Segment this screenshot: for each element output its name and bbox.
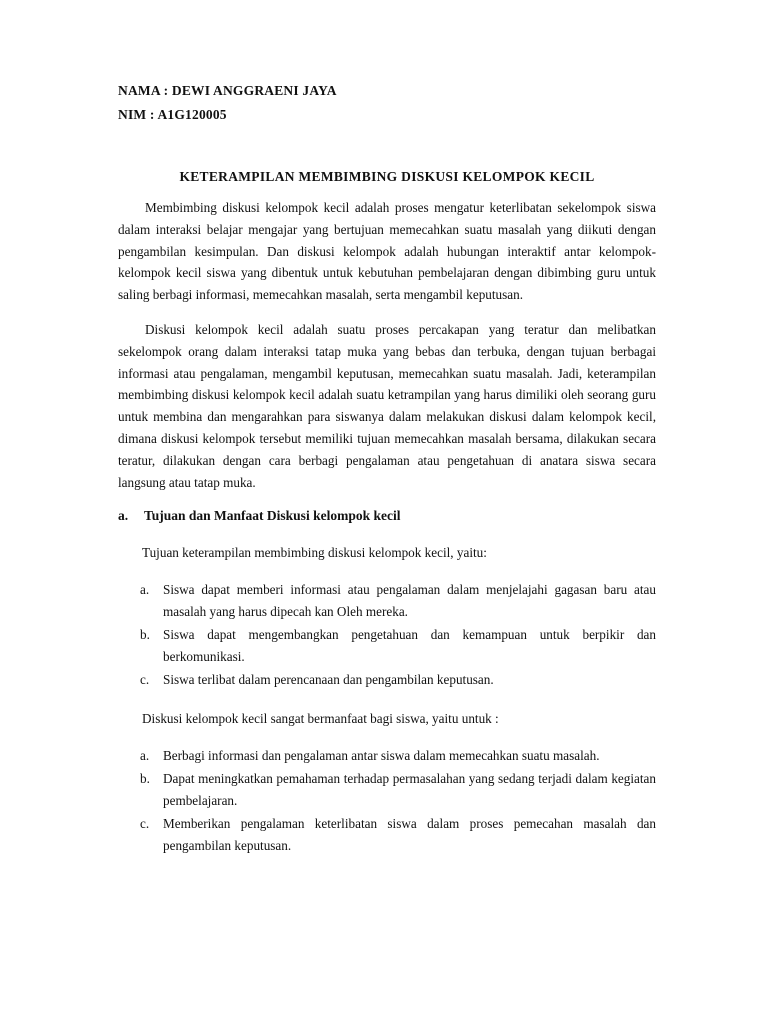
list-item-text: Memberikan pengalaman keterlibatan siswa dalam proses pemecahan masalah dan pengambilan keputusan.: [163, 815, 656, 853]
tujuan-list: [118, 579, 656, 690]
tujuan-intro: Tujuan keterampilan membimbing diskusi kelompok kecil, yaitu:: [142, 545, 487, 561]
list-item-letter: a.: [140, 748, 150, 764]
paragraph-definition: Membimbing diskusi kelompok kecil adalah proses mengatur keterlibatan sekelompok siswa dalam interaksi belajar mengajar yang bertujuan memecahkan suatu masalah yang diikuti dengan pengambilan kesimpulan. Dan diskusi kelompok adalah hubungan interaktif antar kelompok-kelompok kecil siswa yang dibentuk untuk kebutuhan pembelajaran dengan dibimbing guru untuk saling berbagi informasi, memecahkan masalah, serta mengambil keputusan.: [118, 200, 656, 303]
list-item-text: Siswa terlibat dalam perencanaan dan pengambilan keputusan.: [163, 671, 494, 687]
document-title: KETERAMPILAN MEMBIMBING DISKUSI KELOMPOK KECIL: [179, 169, 595, 184]
list-item-letter: c.: [140, 671, 150, 687]
list-item-text: Berbagi informasi dan pengalaman antar siswa dalam memecahkan suatu masalah.: [163, 748, 600, 764]
manfaat-list: [118, 745, 656, 856]
student-name: NAMA : DEWI ANGGRAENI JAYA: [118, 83, 337, 98]
list-item: [140, 624, 656, 668]
manfaat-intro: Diskusi kelompok kecil sangat bermanfaat bagi siswa, yaitu untuk :: [142, 711, 499, 727]
section-heading-text: Tujuan dan Manfaat Diskusi kelompok kecil: [144, 508, 401, 524]
list-item-letter: c.: [140, 815, 150, 831]
section-marker: a.: [118, 508, 129, 524]
list-item-text: Dapat meningkatkan pemahaman terhadap permasalahan yang sedang terjadi dalam kegiatan pembelajaran.: [163, 771, 656, 808]
list-item-text: Siswa dapat memberi informasi atau pengalaman dalam menjelajahi gagasan baru atau masalah yang harus dipecah kan Oleh mereka.: [163, 582, 656, 620]
list-item-text: Siswa dapat mengembangkan pengetahuan dan kemampuan untuk berpikir dan berkomunikasi.: [163, 626, 656, 664]
student-nim: NIM : A1G120005: [118, 107, 227, 122]
list-item: [140, 768, 656, 812]
list-item: [140, 813, 656, 857]
list-item: [140, 745, 656, 767]
document-page: [118, 80, 656, 857]
list-item-letter: b.: [140, 771, 150, 787]
list-item-letter: b.: [140, 626, 150, 642]
section-heading: [118, 508, 656, 524]
paragraph-explanation: Diskusi kelompok kecil adalah suatu proses percakapan yang teratur dan melibatkan sekelompok orang dalam interaksi tatap muka yang bebas dan terbuka, dengan tujuan berbagai informasi atau pengalaman, mengambil keputusan, memecahkan suatu masalah. Jadi, keterampilan membimbing diskusi kelompok kecil adalah suatu ketrampilan yang harus dimiliki oleh seorang guru untuk membina dan mengarahkan para siswanya dalam melakukan diskusi dalam kelompok kecil, dimana diskusi kelompok tersebut memiliki tujuan memecahkan masalah bersama, dilakukan secara teratur, dilakukan dengan cara berbagi pengalaman atau pengetahuan di anatara siswa secara langsung atau tatap muka.: [118, 321, 656, 490]
list-item: [140, 579, 656, 623]
list-item: [140, 669, 656, 691]
list-item-letter: a.: [140, 582, 150, 598]
